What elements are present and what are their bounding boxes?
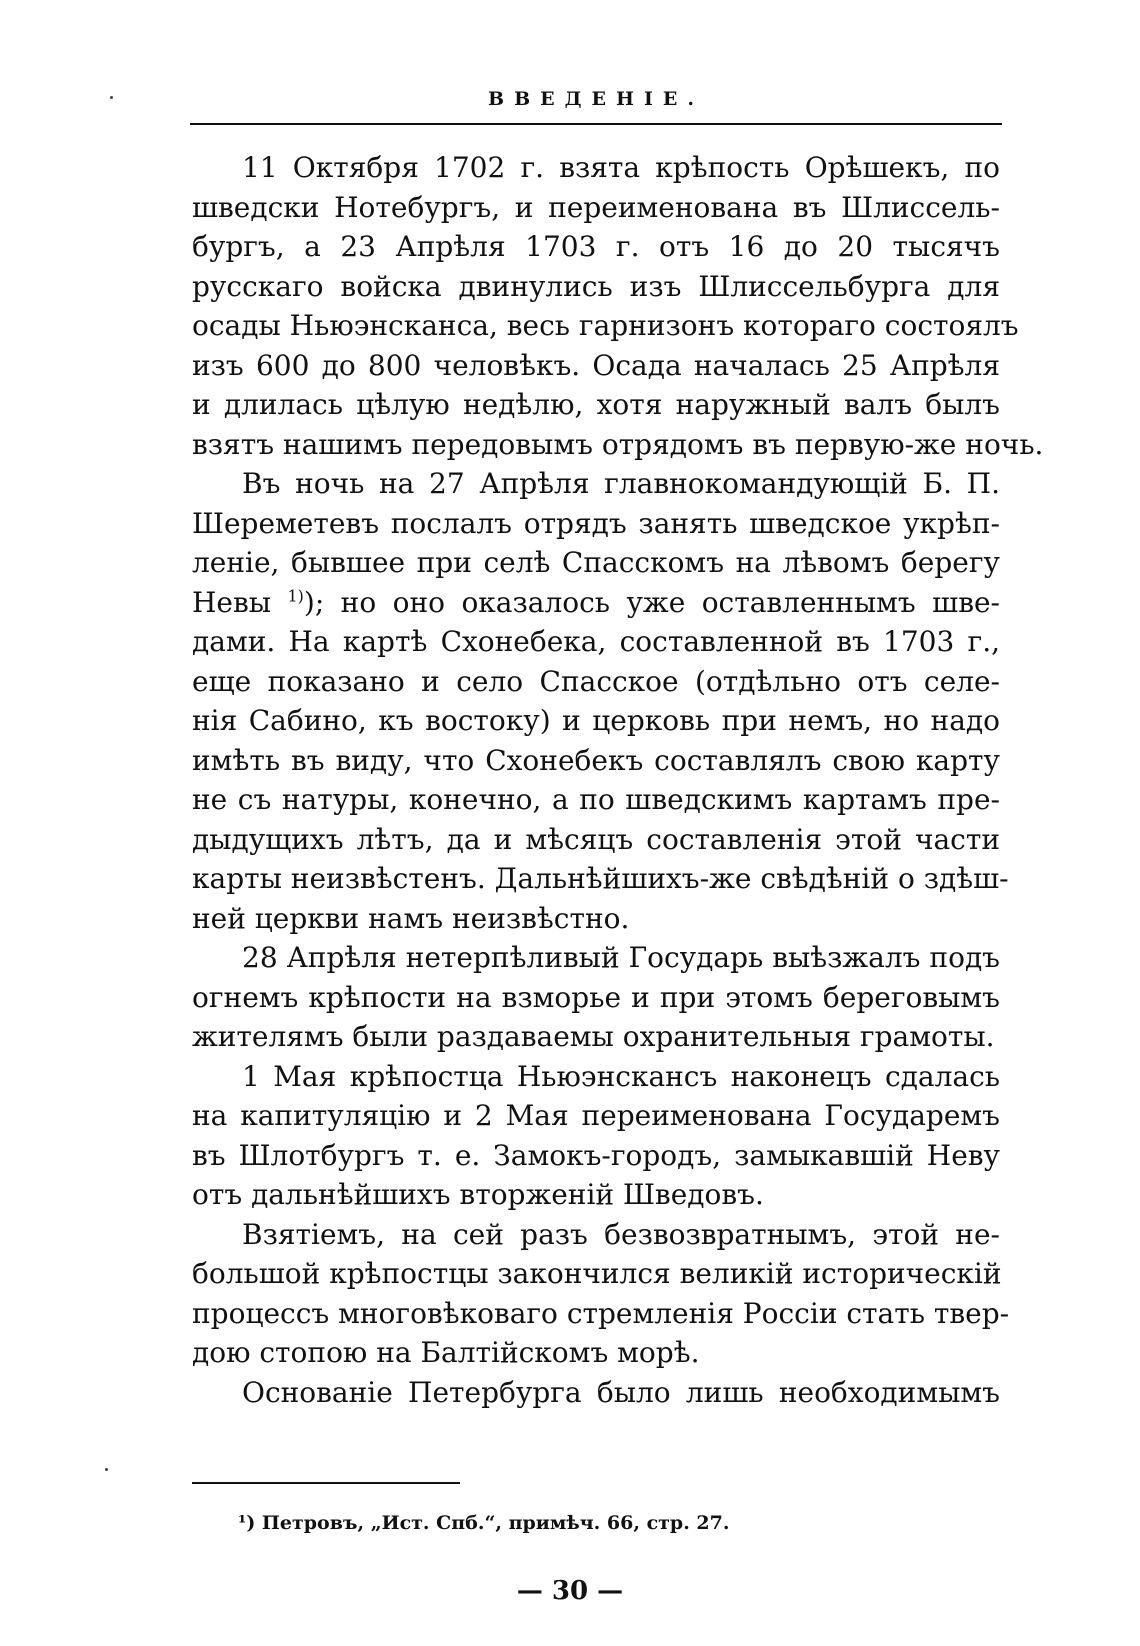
text-line: русскаго войска двинулись изъ Шлиссельбурга для — [192, 269, 1000, 303]
text-line: дою стопою на Балтійскомъ морѣ. — [192, 1336, 700, 1369]
text-line: 28 Апрѣля нетерпѣливый Государь выѣзжалъ подъ — [242, 941, 1000, 974]
text-line: не съ натуры, конечно, а по шведскимъ картамъ пре- — [192, 783, 1000, 816]
text-segment: ); но оно оказалось уже оставленнымъ шве- — [303, 585, 1000, 619]
text-segment: Невы — [192, 585, 288, 619]
scan-speck — [110, 96, 113, 99]
text-line: отъ дальнѣйшихъ вторженій Шведовъ. — [192, 1178, 764, 1211]
text-line: 11 Октября 1702 г. взята крѣпость Орѣшекъ, по — [242, 151, 1000, 184]
text-line: ней церкви намъ неизвѣстно. — [192, 901, 630, 935]
text-line: 1 Мая крѣпостца Ньюэнскансъ наконецъ сдалась — [242, 1059, 1000, 1093]
text-line: Шереметевъ послалъ отрядъ занять шведское укрѣп- — [192, 506, 1000, 540]
text-line: карты неизвѣстенъ. Дальнѣйшихъ-же свѣдѣній о здѣш- — [192, 862, 1009, 895]
text-line: и длилась цѣлую недѣлю, хотя наружный валъ былъ — [192, 388, 1000, 421]
text-line: имѣть въ виду, что Схонебекъ составлялъ свою карту — [192, 743, 1000, 777]
text-line: процессъ многовѣковаго стремленія Россіи стать твер- — [192, 1296, 1010, 1330]
text-line: еще показано и село Спасское (отдѣльно отъ селе- — [192, 664, 1000, 698]
text-line: жителямъ были раздаваемы охранительныя грамоты. — [192, 1020, 995, 1053]
text-line: Взятіемъ, на сей разъ безвозвратнымъ, этой не- — [242, 1217, 1000, 1251]
text-line: нія Сабино, къ востоку) и церковь при немъ, но надо — [192, 704, 1000, 737]
footnote-reference: 1) — [287, 586, 304, 606]
text-line: леніе, бывшее при селѣ Спасскомъ на лѣвомъ берегу — [192, 546, 1000, 579]
text-line: большой крѣпостцы закончился великій историческій — [192, 1257, 1002, 1290]
text-line: дыдущихъ лѣтъ, да и мѣсяцъ составленія этой части — [192, 822, 1000, 856]
header-rule — [190, 123, 1002, 125]
scan-speck — [105, 1468, 108, 1471]
text-line: изъ 600 до 800 человѣкъ. Осада началась 25 Апрѣля — [192, 348, 1000, 382]
page-number: — 30 — — [516, 1576, 624, 1606]
body-text — [192, 148, 1044, 1412]
text-line: огнемъ крѣпости на взморье и при этомъ береговымъ — [192, 980, 1000, 1014]
footnote-rule — [192, 1482, 460, 1484]
text-line: шведски Нотебургъ, и переименована въ Шлиссель- — [192, 190, 1000, 224]
text-line: Въ ночь на 27 Апрѣля главнокомандующій Б. П. — [242, 467, 1000, 500]
running-title: ВВЕДЕНІЕ. — [488, 88, 704, 110]
text-line: дами. На картѣ Схонебека, составленной въ 1703 г., — [192, 625, 1000, 658]
text-line: на капитуляцію и 2 Мая переименована Государемъ — [192, 1099, 1000, 1132]
text-line: взятъ нашимъ передовымъ отрядомъ въ первую-же ночь. — [192, 427, 1044, 461]
text-line: Основаніе Петербурга было лишь необходимымъ — [242, 1375, 1000, 1409]
text-line: осады Ньюэнсканса, весь гарнизонъ котораго состоялъ — [192, 309, 1019, 342]
text-line: въ Шлотбургъ т. е. Замокъ-городъ, замыкавшій Неву — [192, 1138, 1000, 1172]
footnote: ¹) Петровъ, „Ист. Спб.“, примѣч. 66, стр. 27. — [238, 1512, 730, 1534]
text-line — [192, 583, 1000, 623]
text-line: бургъ, а 23 Апрѣля 1703 г. отъ 16 до 20 тысячъ — [192, 230, 1000, 263]
